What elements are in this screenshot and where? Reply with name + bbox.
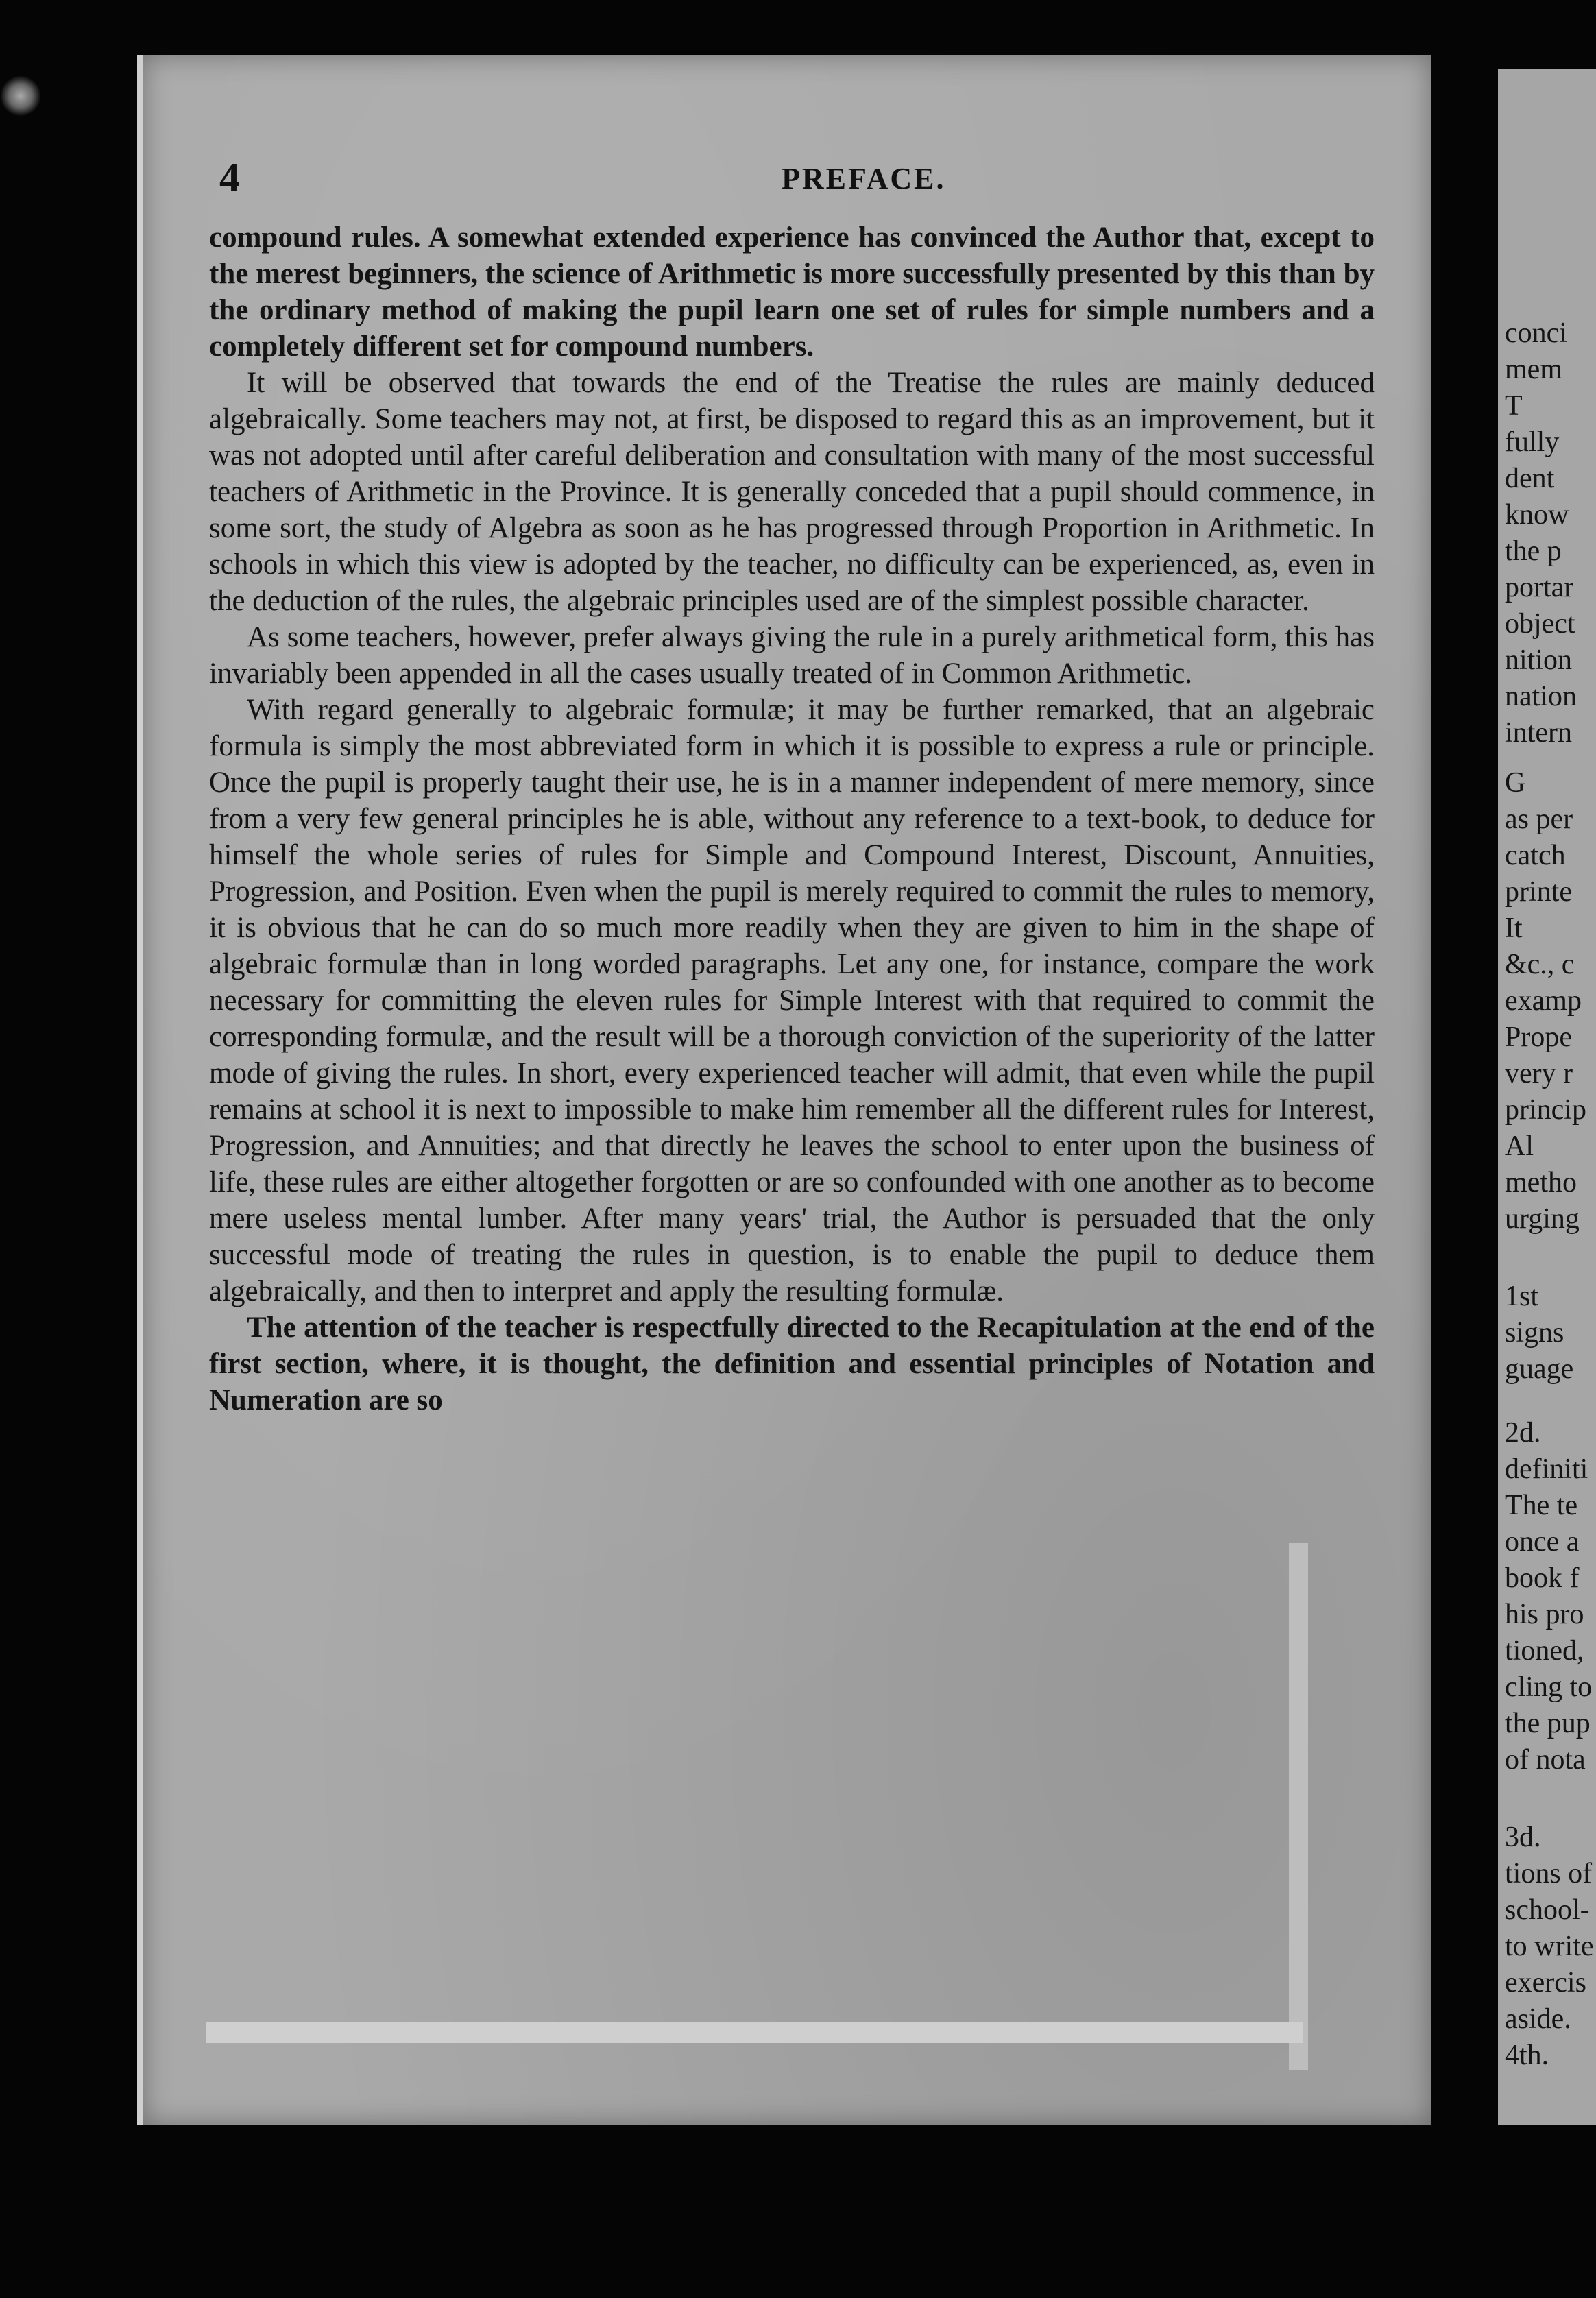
facing-page-fragment: G: [1505, 767, 1526, 799]
facing-page-fragment: 2d.: [1505, 1417, 1541, 1449]
facing-page-fragment: urging: [1505, 1203, 1580, 1235]
facing-page-fragment: once a: [1505, 1526, 1580, 1558]
facing-page-fragment: fully: [1505, 426, 1560, 458]
paragraph-2: It will be observed that towards the end of the Treatise the rules are mainly deduced algebraically. Some teachers may not, at first, be disposed to regard this as an improvement, but it was not adopted until after careful deliberation and consultation with many of the most successful teachers of Arithmetic in the Province. It is generally conceded that a pupil should commence, in some sort, the study of Algebra as soon as he has progressed through Proportion in Arithmetic. In schools in which this view is adopted by the teacher, no difficulty can be experienced, as, even in the deduction of the rules, the algebraic principles used are of the simplest possible character.: [209, 367, 1375, 617]
facing-page-fragment: The te: [1505, 1490, 1578, 1521]
paragraph-4: With regard generally to algebraic formulæ; it may be further remarked, that an algebraic formula is simply the most abbreviated form in which it is possible to express a rule or principle. Once the pupil is properly taught their use, he is in a manner independent of mere memory, since from a very few general principles he is able, without any reference to a text-book, to deduce for himself the whole series of rules for Simple and Compound Interest, Discount, Annuities, Progression, and Position. Even when the pupil is merely required to commit the rules to memory, it is obvious that he can do so much more readily when they are given to him in the shape of algebraic formulæ than in long worded paragraphs. Let any one, for instance, compare the work necessary for committing the eleven rules for Simple Interest with that required to commit the corresponding formulæ, and the result will be a thorough conviction of the superiority of the latter mode of giving the rules. In short, every experienced teacher will admit, that even while the pupil remains at school it is next to impossible to make him remember all the different rules for Interest, Progression, and Annuities; and that directly he leaves the school to enter upon the business of life, these rules are either altogether forgotten or are so confounded with one another as to become mere useless mental lumber. After many years' trial, the Author is persuaded that the only successful mode of treating the rules in question, is to enable the pupil to deduce them algebraically, and then to interpret and apply the resulting formulæ.: [209, 694, 1375, 1307]
facing-page-fragment: conci: [1505, 317, 1567, 349]
facing-page-fragment: aside.: [1505, 2003, 1571, 2035]
facing-page-fragment: as per: [1505, 803, 1573, 835]
paragraph-1: compound rules. A somewhat extended experience has convinced the Author that, except to the merest beginners, the science of Arithmetic is more successfully presented by this than by the ordinary method of making the pupil learn one set of rules for simple numbers and a completely different set for compound numbers.: [209, 221, 1375, 363]
facing-page-fragment: to write: [1505, 1931, 1594, 1962]
paragraph-3: As some teachers, however, prefer always giving the rule in a purely arithmetical form, this has invariably been appended in all the cases usually treated of in Common Arithmetic.: [209, 621, 1375, 690]
facing-page-fragment: 1st: [1505, 1281, 1539, 1312]
facing-page-fragment: cling to: [1505, 1671, 1593, 1703]
facing-page-fragment: guage: [1505, 1353, 1574, 1385]
running-head: PREFACE.: [782, 162, 946, 195]
facing-page-fragment: It: [1505, 912, 1523, 944]
paragraph-5: The attention of the teacher is respectfully directed to the Recapitulation at the end of the first section, where, it is thought, the definition and essential principles of Notation and Numeration are so: [209, 1311, 1375, 1416]
facing-page-fragment: mem: [1505, 354, 1562, 385]
facing-page-fragment: T: [1505, 390, 1523, 422]
facing-page-fragment: princip: [1505, 1094, 1586, 1126]
page-number: 4: [219, 155, 240, 200]
facing-page-fragment: tioned,: [1505, 1635, 1584, 1667]
facing-page-fragment: school-: [1505, 1894, 1590, 1926]
facing-page-fragment: intern: [1505, 717, 1572, 749]
facing-page-fragment: tions of: [1505, 1858, 1593, 1889]
facing-page-column: [1498, 69, 1596, 2125]
facing-page-fragment: 4th.: [1505, 2040, 1549, 2071]
facing-page-fragment: examp: [1505, 985, 1582, 1017]
facing-page-fragment: the pup: [1505, 1708, 1591, 1739]
facing-page-fragment: metho: [1505, 1167, 1577, 1198]
facing-page-fragment: &c., c: [1505, 949, 1575, 980]
facing-page-fragment: catch: [1505, 840, 1566, 871]
facing-page-fragment: definiti: [1505, 1453, 1588, 1485]
facing-page-fragment: 3d.: [1505, 1822, 1541, 1853]
facing-page-fragment: Prope: [1505, 1021, 1572, 1053]
facing-page-fragment: Al: [1505, 1130, 1534, 1162]
scan-blot: [0, 75, 41, 117]
facing-page-fragment: portar: [1505, 572, 1574, 603]
facing-page-fragment: the p: [1505, 535, 1562, 567]
facing-page-fragment: nition: [1505, 644, 1573, 676]
facing-page-fragment: of nota: [1505, 1744, 1586, 1776]
facing-page-fragment: printe: [1505, 876, 1572, 908]
preface-body: [209, 219, 1375, 1418]
page-header: [219, 154, 1385, 202]
facing-page-fragment: his pro: [1505, 1599, 1584, 1630]
facing-page-fragment: dent: [1505, 463, 1555, 494]
page-edge: [1289, 1543, 1308, 2070]
facing-page-fragment: signs: [1505, 1317, 1564, 1348]
facing-page-fragment: object: [1505, 608, 1575, 640]
facing-page-fragment: nation: [1505, 681, 1577, 712]
facing-page-fragment: know: [1505, 499, 1569, 531]
page-bottom-edge: [206, 2022, 1303, 2043]
facing-page-fragment: very r: [1505, 1058, 1573, 1089]
facing-page-fragment: book f: [1505, 1562, 1580, 1594]
facing-page-fragment: exercis: [1505, 1967, 1586, 1998]
